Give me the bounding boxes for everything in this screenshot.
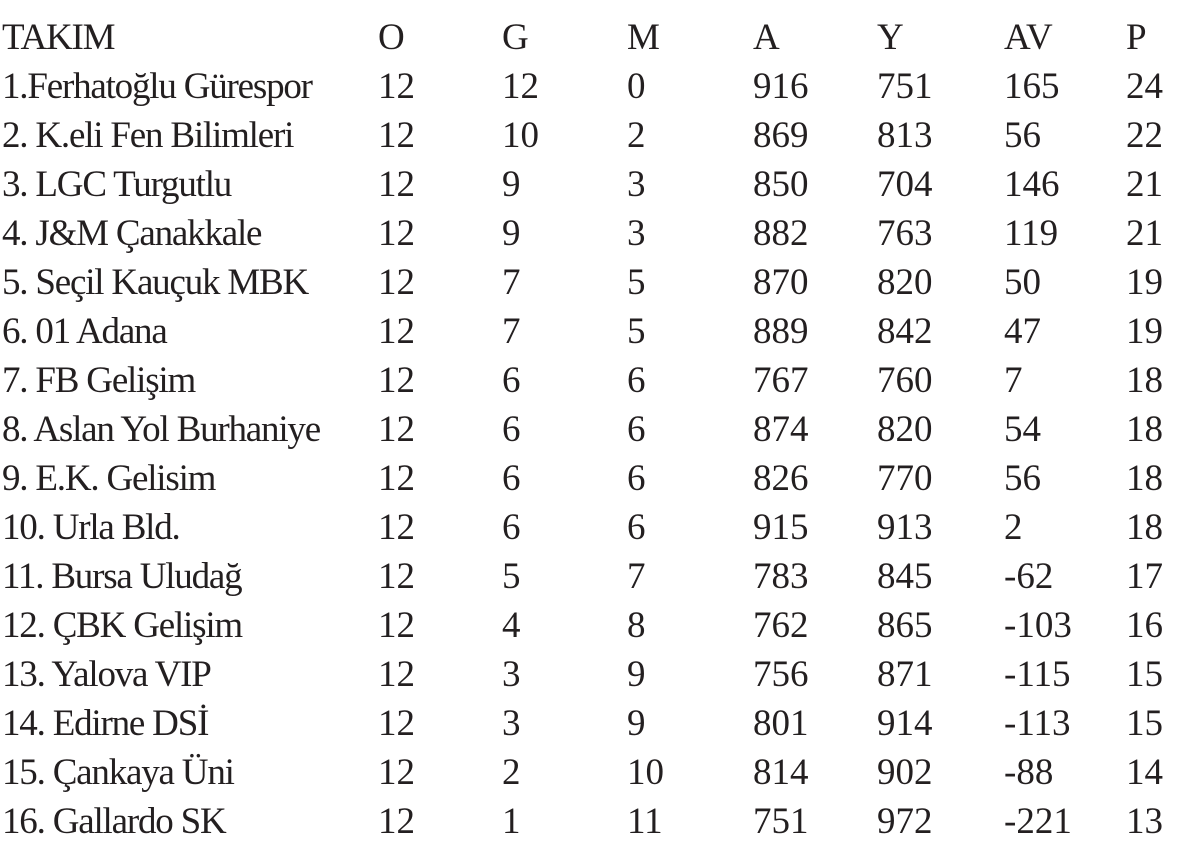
cell-a: 882 [753,213,809,254]
cell-g: 7 [502,262,521,303]
cell-o: 12 [378,360,415,401]
cell-av: -103 [1004,605,1072,646]
cell-av: 146 [1004,164,1060,205]
table-row [0,160,1198,209]
cell-a: 874 [753,409,809,450]
cell-o: 12 [378,66,415,107]
cell-g: 2 [502,752,521,793]
cell-a: 767 [753,360,809,401]
cell-av: 56 [1004,458,1041,499]
cell-y: 751 [877,66,933,107]
table-row [0,307,1198,356]
cell-g: 6 [502,458,521,499]
cell-a: 850 [753,164,809,205]
cell-p: 18 [1126,409,1163,450]
cell-team: 15. Çankaya Üni [2,752,234,793]
table-row [0,258,1198,307]
cell-p: 17 [1126,556,1163,597]
cell-o: 12 [378,262,415,303]
cell-o: 12 [378,507,415,548]
cell-y: 820 [877,409,933,450]
cell-m: 10 [627,752,664,793]
cell-a: 826 [753,458,809,499]
cell-g: 12 [502,66,539,107]
cell-m: 6 [627,360,646,401]
cell-y: 871 [877,654,933,695]
cell-m: 8 [627,605,646,646]
cell-av: -221 [1004,801,1072,842]
cell-team: 12. ÇBK Gelişim [2,605,242,646]
cell-m: 5 [627,311,646,352]
table-row [0,111,1198,160]
cell-y: 842 [877,311,933,352]
cell-y: 865 [877,605,933,646]
cell-y: 902 [877,752,933,793]
table-row [0,650,1198,699]
cell-g: 9 [502,164,521,205]
cell-p: 15 [1126,703,1163,744]
cell-o: 12 [378,752,415,793]
cell-team: 2. K.eli Fen Bilimleri [2,115,294,156]
cell-y: 913 [877,507,933,548]
cell-a: 870 [753,262,809,303]
cell-y: 972 [877,801,933,842]
table-row [0,454,1198,503]
table-row [0,405,1198,454]
table-row [0,699,1198,748]
cell-m: 3 [627,213,646,254]
table-row [0,552,1198,601]
cell-p: 24 [1126,66,1163,107]
table-row [0,748,1198,797]
cell-av: 7 [1004,360,1023,401]
cell-g: 5 [502,556,521,597]
cell-m: 6 [627,458,646,499]
cell-g: 9 [502,213,521,254]
cell-m: 6 [627,507,646,548]
standings-table [0,13,1198,846]
cell-o: 12 [378,311,415,352]
cell-team: 1.Ferhatoğlu Gürespor [2,66,312,107]
cell-team: 8. Aslan Yol Burhaniye [2,409,320,450]
cell-m: 9 [627,654,646,695]
cell-m: 0 [627,66,646,107]
cell-y: 845 [877,556,933,597]
cell-av: 119 [1004,213,1059,254]
cell-p: 19 [1126,311,1163,352]
cell-a: 915 [753,507,809,548]
cell-p: 19 [1126,262,1163,303]
cell-av: -113 [1004,703,1071,744]
cell-a: 783 [753,556,809,597]
table-row [0,62,1198,111]
header-y: Y [877,17,904,58]
cell-av: -115 [1004,654,1071,695]
cell-p: 18 [1126,507,1163,548]
cell-y: 763 [877,213,933,254]
cell-o: 12 [378,556,415,597]
cell-a: 889 [753,311,809,352]
cell-team: 3. LGC Turgutlu [2,164,232,205]
cell-p: 15 [1126,654,1163,695]
table-row [0,601,1198,650]
table-row [0,356,1198,405]
cell-o: 12 [378,213,415,254]
cell-m: 9 [627,703,646,744]
cell-team: 6. 01 Adana [2,311,167,352]
cell-team: 7. FB Gelişim [2,360,196,401]
cell-team: 14. Edirne DSİ [2,703,209,744]
header-o: O [378,17,405,58]
cell-g: 7 [502,311,521,352]
cell-m: 11 [627,801,663,842]
cell-av: 50 [1004,262,1041,303]
cell-team: 13. Yalova VIP [2,654,211,695]
cell-p: 21 [1126,164,1163,205]
cell-av: -62 [1004,556,1054,597]
cell-o: 12 [378,115,415,156]
cell-o: 12 [378,458,415,499]
header-a: A [753,17,780,58]
table-body [0,62,1198,846]
cell-av: 56 [1004,115,1041,156]
cell-y: 704 [877,164,933,205]
cell-m: 5 [627,262,646,303]
cell-g: 10 [502,115,539,156]
cell-g: 1 [502,801,521,842]
cell-av: 2 [1004,507,1023,548]
cell-p: 22 [1126,115,1163,156]
cell-o: 12 [378,605,415,646]
cell-av: 47 [1004,311,1041,352]
table-row [0,797,1198,846]
cell-g: 6 [502,507,521,548]
cell-p: 13 [1126,801,1163,842]
cell-y: 914 [877,703,933,744]
cell-p: 18 [1126,458,1163,499]
cell-team: 10. Urla Bld. [2,507,180,548]
cell-o: 12 [378,703,415,744]
cell-team: 4. J&M Çanakkale [2,213,262,254]
cell-p: 21 [1126,213,1163,254]
header-m: M [627,17,660,58]
cell-a: 869 [753,115,809,156]
table-row [0,209,1198,258]
cell-o: 12 [378,801,415,842]
cell-av: 54 [1004,409,1041,450]
cell-team: 11. Bursa Uludağ [2,556,242,597]
cell-av: 165 [1004,66,1060,107]
cell-a: 801 [753,703,809,744]
header-p: P [1126,17,1147,58]
cell-a: 751 [753,801,809,842]
cell-o: 12 [378,409,415,450]
cell-p: 14 [1126,752,1163,793]
cell-team: 9. E.K. Gelisim [2,458,216,499]
header-g: G [502,17,529,58]
cell-o: 12 [378,164,415,205]
cell-m: 6 [627,409,646,450]
cell-team: 5. Seçil Kauçuk MBK [2,262,309,303]
cell-a: 762 [753,605,809,646]
cell-p: 18 [1126,360,1163,401]
cell-m: 3 [627,164,646,205]
cell-m: 7 [627,556,646,597]
table-header-row [0,13,1198,62]
cell-a: 916 [753,66,809,107]
cell-team: 16. Gallardo SK [2,801,226,842]
cell-g: 3 [502,654,521,695]
cell-p: 16 [1126,605,1163,646]
cell-y: 820 [877,262,933,303]
cell-g: 6 [502,360,521,401]
cell-y: 770 [877,458,933,499]
cell-o: 12 [378,654,415,695]
cell-a: 756 [753,654,809,695]
cell-av: -88 [1004,752,1054,793]
cell-g: 3 [502,703,521,744]
table-row [0,503,1198,552]
header-av: AV [1004,17,1053,58]
cell-m: 2 [627,115,646,156]
cell-y: 813 [877,115,933,156]
cell-g: 4 [502,605,521,646]
cell-y: 760 [877,360,933,401]
cell-a: 814 [753,752,809,793]
header-team: TAKIM [2,17,115,58]
cell-g: 6 [502,409,521,450]
